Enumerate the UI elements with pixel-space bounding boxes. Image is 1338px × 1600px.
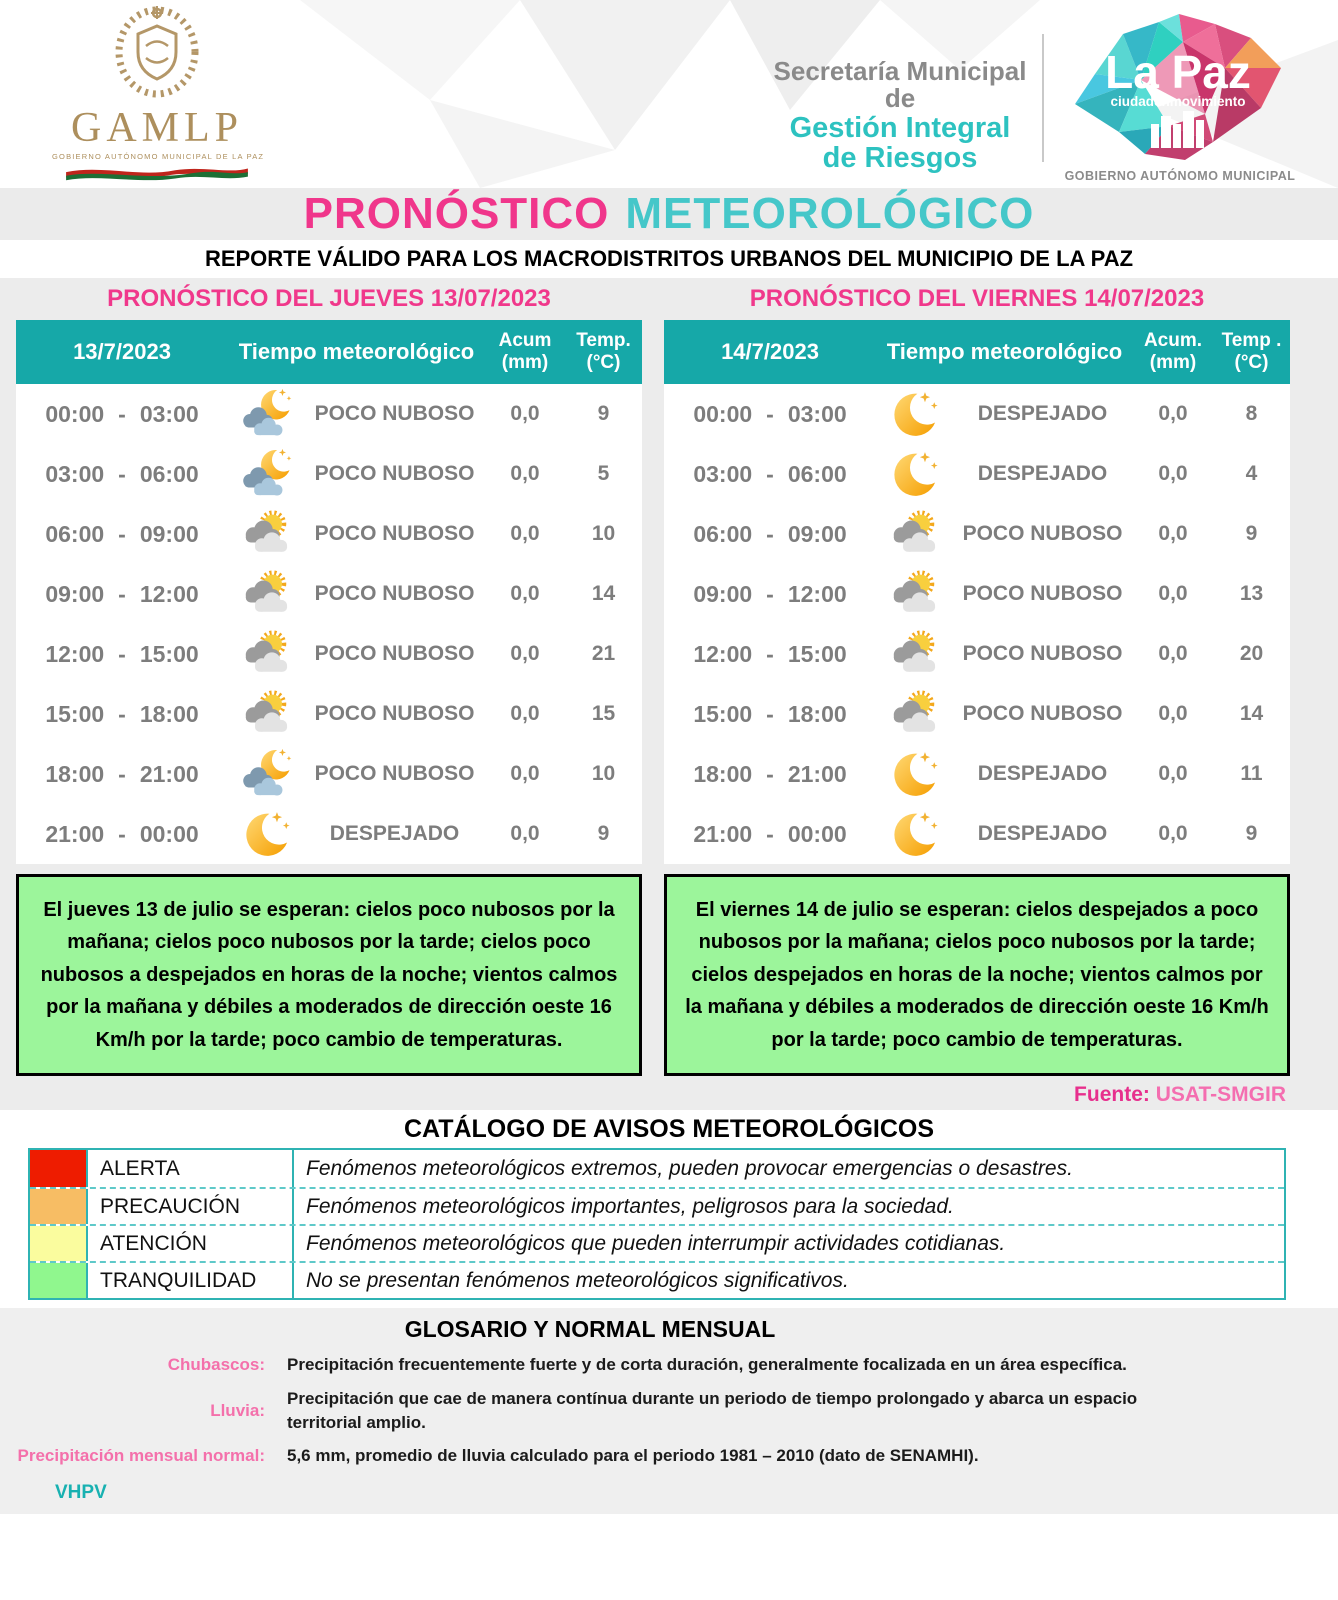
forecast-row [664,384,1290,444]
gamlp-logo [52,6,265,188]
lapaz-logo [1060,12,1300,183]
header [0,0,1338,188]
weather-condition: POCO NUBOSO [314,582,475,605]
acum-value: 0,0 [1158,762,1188,785]
temp-value: 11 [1240,762,1263,785]
forecast-row [664,744,1290,804]
forecast-row [664,444,1290,504]
time-range [16,761,228,788]
time-separator: - [766,580,774,607]
moon-with-clouds-icon [239,447,293,501]
forecast-row [664,804,1290,864]
time-separator: - [118,520,126,547]
col-acum [1133,330,1213,374]
temp-value: 10 [591,522,616,545]
time-separator: - [766,460,774,487]
time-range [664,821,876,848]
alert-color-swatch [30,1263,88,1298]
glossary-entry [0,1387,1180,1435]
time-range [664,461,876,488]
catalog-table [28,1148,1286,1300]
time-to: 09:00 [139,520,199,547]
col-acum [485,330,565,374]
time-separator: - [118,760,126,787]
time-from: 03:00 [45,460,105,487]
time-separator: - [118,700,126,727]
weather-condition: POCO NUBOSO [314,762,475,785]
time-to: 06:00 [787,460,847,487]
glossary-entries [0,1353,1180,1468]
time-to: 12:00 [787,580,847,607]
glossary-term: Chubascos: [167,1354,265,1374]
svg-text:La Paz: La Paz [1105,46,1251,98]
time-to: 15:00 [787,640,847,667]
time-range [664,641,876,668]
weather-condition: DESPEJADO [977,822,1108,845]
weather-condition: POCO NUBOSO [962,582,1123,605]
col-weather: Tiempo meteorológico [886,339,1123,364]
forecast-rows [16,384,642,864]
weather-condition: POCO NUBOSO [314,522,475,545]
glossary-definition: Precipitación frecuentemente fuerte y de corta duración, generalmente focalizada en un área específica. [287,1355,1127,1374]
alert-level-label: ATENCIÓN [88,1226,294,1261]
time-to: 12:00 [139,580,199,607]
time-from: 09:00 [693,580,753,607]
time-separator: - [766,760,774,787]
time-separator: - [766,820,774,847]
alert-level-label: ALERTA [88,1150,294,1187]
weather-condition: POCO NUBOSO [314,402,475,425]
acum-value: 0,0 [1158,582,1188,605]
gamlp-ribbon-icon [59,163,255,183]
author-initials: VHPV [55,1482,107,1504]
weather-condition: POCO NUBOSO [962,702,1123,725]
time-to: 09:00 [787,520,847,547]
acum-value: 0,0 [1158,642,1188,665]
time-from: 12:00 [693,640,753,667]
secretaria-line1: Secretaría Municipal de [773,56,1027,114]
time-range [16,701,228,728]
weather-condition: POCO NUBOSO [962,522,1123,545]
forecast-row [16,444,642,504]
acum-value: 0,0 [1158,402,1188,425]
alert-level-label: PRECAUCIÓN [88,1189,294,1224]
forecast-summary-box [16,874,642,1076]
time-range [664,521,876,548]
time-separator: - [118,460,126,487]
time-to: 18:00 [787,700,847,727]
col-temp-2: (°C) [586,352,621,373]
weather-condition: POCO NUBOSO [314,702,475,725]
time-from: 00:00 [693,400,753,427]
moon-with-clouds-icon [239,747,293,801]
catalog-row [30,1187,1284,1224]
glossary-term: Lluvia: [210,1400,265,1420]
forecast-row [664,624,1290,684]
time-from: 21:00 [45,820,105,847]
time-range [16,521,228,548]
time-to: 00:00 [139,820,199,847]
time-range [16,821,228,848]
weather-condition: POCO NUBOSO [314,462,475,485]
forecast-table [664,320,1290,864]
time-range [16,401,228,428]
weather-condition: DESPEJADO [977,462,1108,485]
time-from: 06:00 [45,520,105,547]
time-from: 09:00 [45,580,105,607]
forecast-row [664,504,1290,564]
sun-behind-clouds-icon [887,567,941,621]
sun-behind-clouds-icon [239,567,293,621]
time-range [16,461,228,488]
forecast-row [664,684,1290,744]
time-separator: - [118,820,126,847]
alert-description: Fenómenos meteorológicos que pueden interrumpir actividades cotidianas. [306,1231,1006,1255]
forecast-column-thursday [16,278,642,1076]
weather-condition: DESPEJADO [977,402,1108,425]
crescent-moon-icon [887,747,941,801]
time-from: 18:00 [45,760,105,787]
time-separator: - [766,700,774,727]
forecast-column-friday [664,278,1290,1076]
alert-description: Fenómenos meteorológicos extremos, pueden provocar emergencias o desastres. [306,1156,1073,1180]
sun-behind-clouds-icon [887,507,941,561]
time-separator: - [118,640,126,667]
time-range [664,761,876,788]
gamlp-crest-icon [87,6,227,102]
time-range [664,581,876,608]
time-to: 15:00 [139,640,199,667]
time-from: 06:00 [693,520,753,547]
sun-behind-clouds-icon [239,687,293,741]
alert-color-swatch [30,1189,88,1224]
time-separator: - [766,520,774,547]
weather-condition: DESPEJADO [977,762,1108,785]
col-temp [565,330,642,374]
time-range [664,401,876,428]
time-from: 12:00 [45,640,105,667]
time-from: 00:00 [45,400,105,427]
temp-value: 15 [591,702,616,725]
temp-value: 5 [597,462,610,485]
crescent-moon-icon [887,447,941,501]
forecast-row [16,744,642,804]
alert-description: No se presentan fenómenos meteorológicos significativos. [306,1268,849,1292]
temp-value: 14 [1239,702,1264,725]
temp-value: 21 [591,642,616,665]
time-to: 21:00 [787,760,847,787]
forecast-row [664,564,1290,624]
col-temp-1: Temp. [576,330,631,352]
secretaria-line3: de Riesgos [822,142,978,175]
temp-value: 13 [1239,582,1264,605]
glossary-title: GLOSARIO Y NORMAL MENSUAL [404,1316,776,1342]
time-separator: - [118,580,126,607]
time-range [16,581,228,608]
forecast-rows [664,384,1290,864]
glossary-section [0,1308,1338,1514]
alert-color-swatch [30,1150,88,1187]
acum-value: 0,0 [510,582,540,605]
glossary-definition: 5,6 mm, promedio de lluvia calculado para el periodo 1981 – 2010 (dato de SENAMHI). [287,1446,979,1466]
temp-value: 8 [1245,402,1258,425]
temp-value: 20 [1239,642,1264,665]
acum-value: 0,0 [1158,522,1188,545]
forecast-table-header [664,320,1290,384]
acum-value: 0,0 [510,462,540,485]
weather-condition: POCO NUBOSO [962,642,1123,665]
catalog-row [30,1261,1284,1298]
weather-condition: POCO NUBOSO [314,642,475,665]
col-acum-1: Acum. [1143,330,1203,352]
time-to: 18:00 [139,700,199,727]
col-weather: Tiempo meteorológico [238,339,475,364]
time-separator: - [766,400,774,427]
acum-value: 0,0 [510,762,540,785]
forecast-table [16,320,642,864]
col-date: 14/7/2023 [721,339,819,364]
acum-value: 0,0 [510,642,540,665]
report-subtitle: REPORTE VÁLIDO PARA LOS MACRODISTRITOS URBANOS DEL MUNICIPIO DE LA PAZ [0,240,1338,278]
temp-value: 10 [591,762,616,785]
catalog-row [30,1150,1284,1187]
forecast-row [16,384,642,444]
weather-condition: DESPEJADO [329,822,460,845]
sun-behind-clouds-icon [239,627,293,681]
acum-value: 0,0 [510,822,540,845]
col-date: 13/7/2023 [73,339,171,364]
forecast-title: PRONÓSTICO DEL JUEVES 13/07/2023 [107,285,551,312]
acum-value: 0,0 [1158,822,1188,845]
alert-description: Fenómenos meteorológicos importantes, peligrosos para la sociedad. [306,1194,954,1218]
catalog-row [30,1224,1284,1261]
acum-value: 0,0 [1158,702,1188,725]
catalog-title: CATÁLOGO DE AVISOS METEOROLÓGICOS [403,1114,935,1143]
temp-value: 9 [597,822,610,845]
moon-with-clouds-icon [239,387,293,441]
source-value: USAT-SMGIR [1155,1083,1286,1106]
forecast-summary-box [664,874,1290,1076]
sun-behind-clouds-icon [239,507,293,561]
acum-value: 0,0 [510,402,540,425]
time-from: 15:00 [693,700,753,727]
col-acum-2: (mm) [501,352,549,373]
col-temp-1: Temp . [1221,330,1282,352]
svg-text:ciudadenmovimiento: ciudadenmovimiento [1110,94,1246,109]
time-range [664,701,876,728]
time-separator: - [118,400,126,427]
alert-color-swatch [30,1226,88,1261]
time-from: 03:00 [693,460,753,487]
alert-level-label: TRANQUILIDAD [88,1263,294,1298]
gamlp-caption: GOBIERNO AUTÓNOMO MUNICIPAL DE LA PAZ [52,152,265,161]
crescent-moon-icon [887,387,941,441]
glossary-term: Precipitación mensual normal: [17,1446,265,1466]
glossary-entry [0,1353,1180,1377]
forecast-title: PRONÓSTICO DEL VIERNES 14/07/2023 [749,285,1205,312]
time-from: 21:00 [693,820,753,847]
col-acum-2: (mm) [1149,352,1197,373]
time-to: 00:00 [787,820,847,847]
col-temp [1213,330,1290,374]
time-from: 15:00 [45,700,105,727]
source-line [0,1082,1338,1110]
temp-value: 9 [1245,522,1258,545]
secretaria-line2: Gestión Integral [789,111,1011,144]
time-range [16,641,228,668]
lapaz-caption: GOBIERNO AUTÓNOMO MUNICIPAL [1064,169,1296,183]
forecast-section [0,278,1338,1082]
time-to: 03:00 [139,400,199,427]
forecast-summary: El viernes 14 de julio se esperan: cielos despejados a poco nubosos por la mañana; cielos poco nubosos por la tarde; cielos despejados en horas de la noche; vientos calmos por la mañana y débiles a moderados de dirección oeste 16 Km/h por la tarde; poco cambio de temperaturas. [685,899,1269,1051]
sun-behind-clouds-icon [887,687,941,741]
temp-value: 14 [591,582,616,605]
acum-value: 0,0 [1158,462,1188,485]
time-to: 03:00 [787,400,847,427]
forecast-row [16,804,642,864]
time-to: 06:00 [139,460,199,487]
temp-value: 4 [1245,462,1258,485]
forecast-row [16,624,642,684]
forecast-row [16,564,642,624]
glossary-definition: Precipitación que cae de manera contínua durante un periodo de tiempo prolongado y abarca un espacio territorial amplio. [287,1388,1138,1432]
forecast-summary: El jueves 13 de julio se esperan: cielos poco nubosos por la mañana; cielos poco nubosos por la tarde; cielos poco nubosos a despejados en horas de la noche; vientos calmos por la mañana y débiles a moderados de dirección oeste 16 Km/h por la tarde; poco cambio de temperaturas. [40,899,618,1051]
time-separator: - [766,640,774,667]
temp-value: 9 [1245,822,1258,845]
glossary-entry [0,1444,1180,1468]
forecast-row [16,684,642,744]
main-title [0,188,1338,240]
time-to: 21:00 [139,760,199,787]
gamlp-wordmark: GAMLP [70,105,244,151]
col-acum-1: Acum [498,330,552,352]
sun-behind-clouds-icon [887,627,941,681]
forecast-row [16,504,642,564]
lapaz-mosaic-icon [1064,12,1296,162]
acum-value: 0,0 [510,522,540,545]
time-from: 18:00 [693,760,753,787]
forecast-table-header [16,320,642,384]
acum-value: 0,0 [510,702,540,725]
crescent-moon-icon [887,807,941,861]
main-title-part1: PRONÓSTICO [303,189,610,238]
source-label: Fuente: [1074,1083,1150,1106]
secretaria-block [762,58,1038,173]
temp-value: 9 [597,402,610,425]
col-temp-2: (°C) [1234,352,1269,373]
main-title-part2: METEOROLÓGICO [625,189,1035,238]
header-divider [1042,34,1044,162]
crescent-moon-icon [239,807,293,861]
